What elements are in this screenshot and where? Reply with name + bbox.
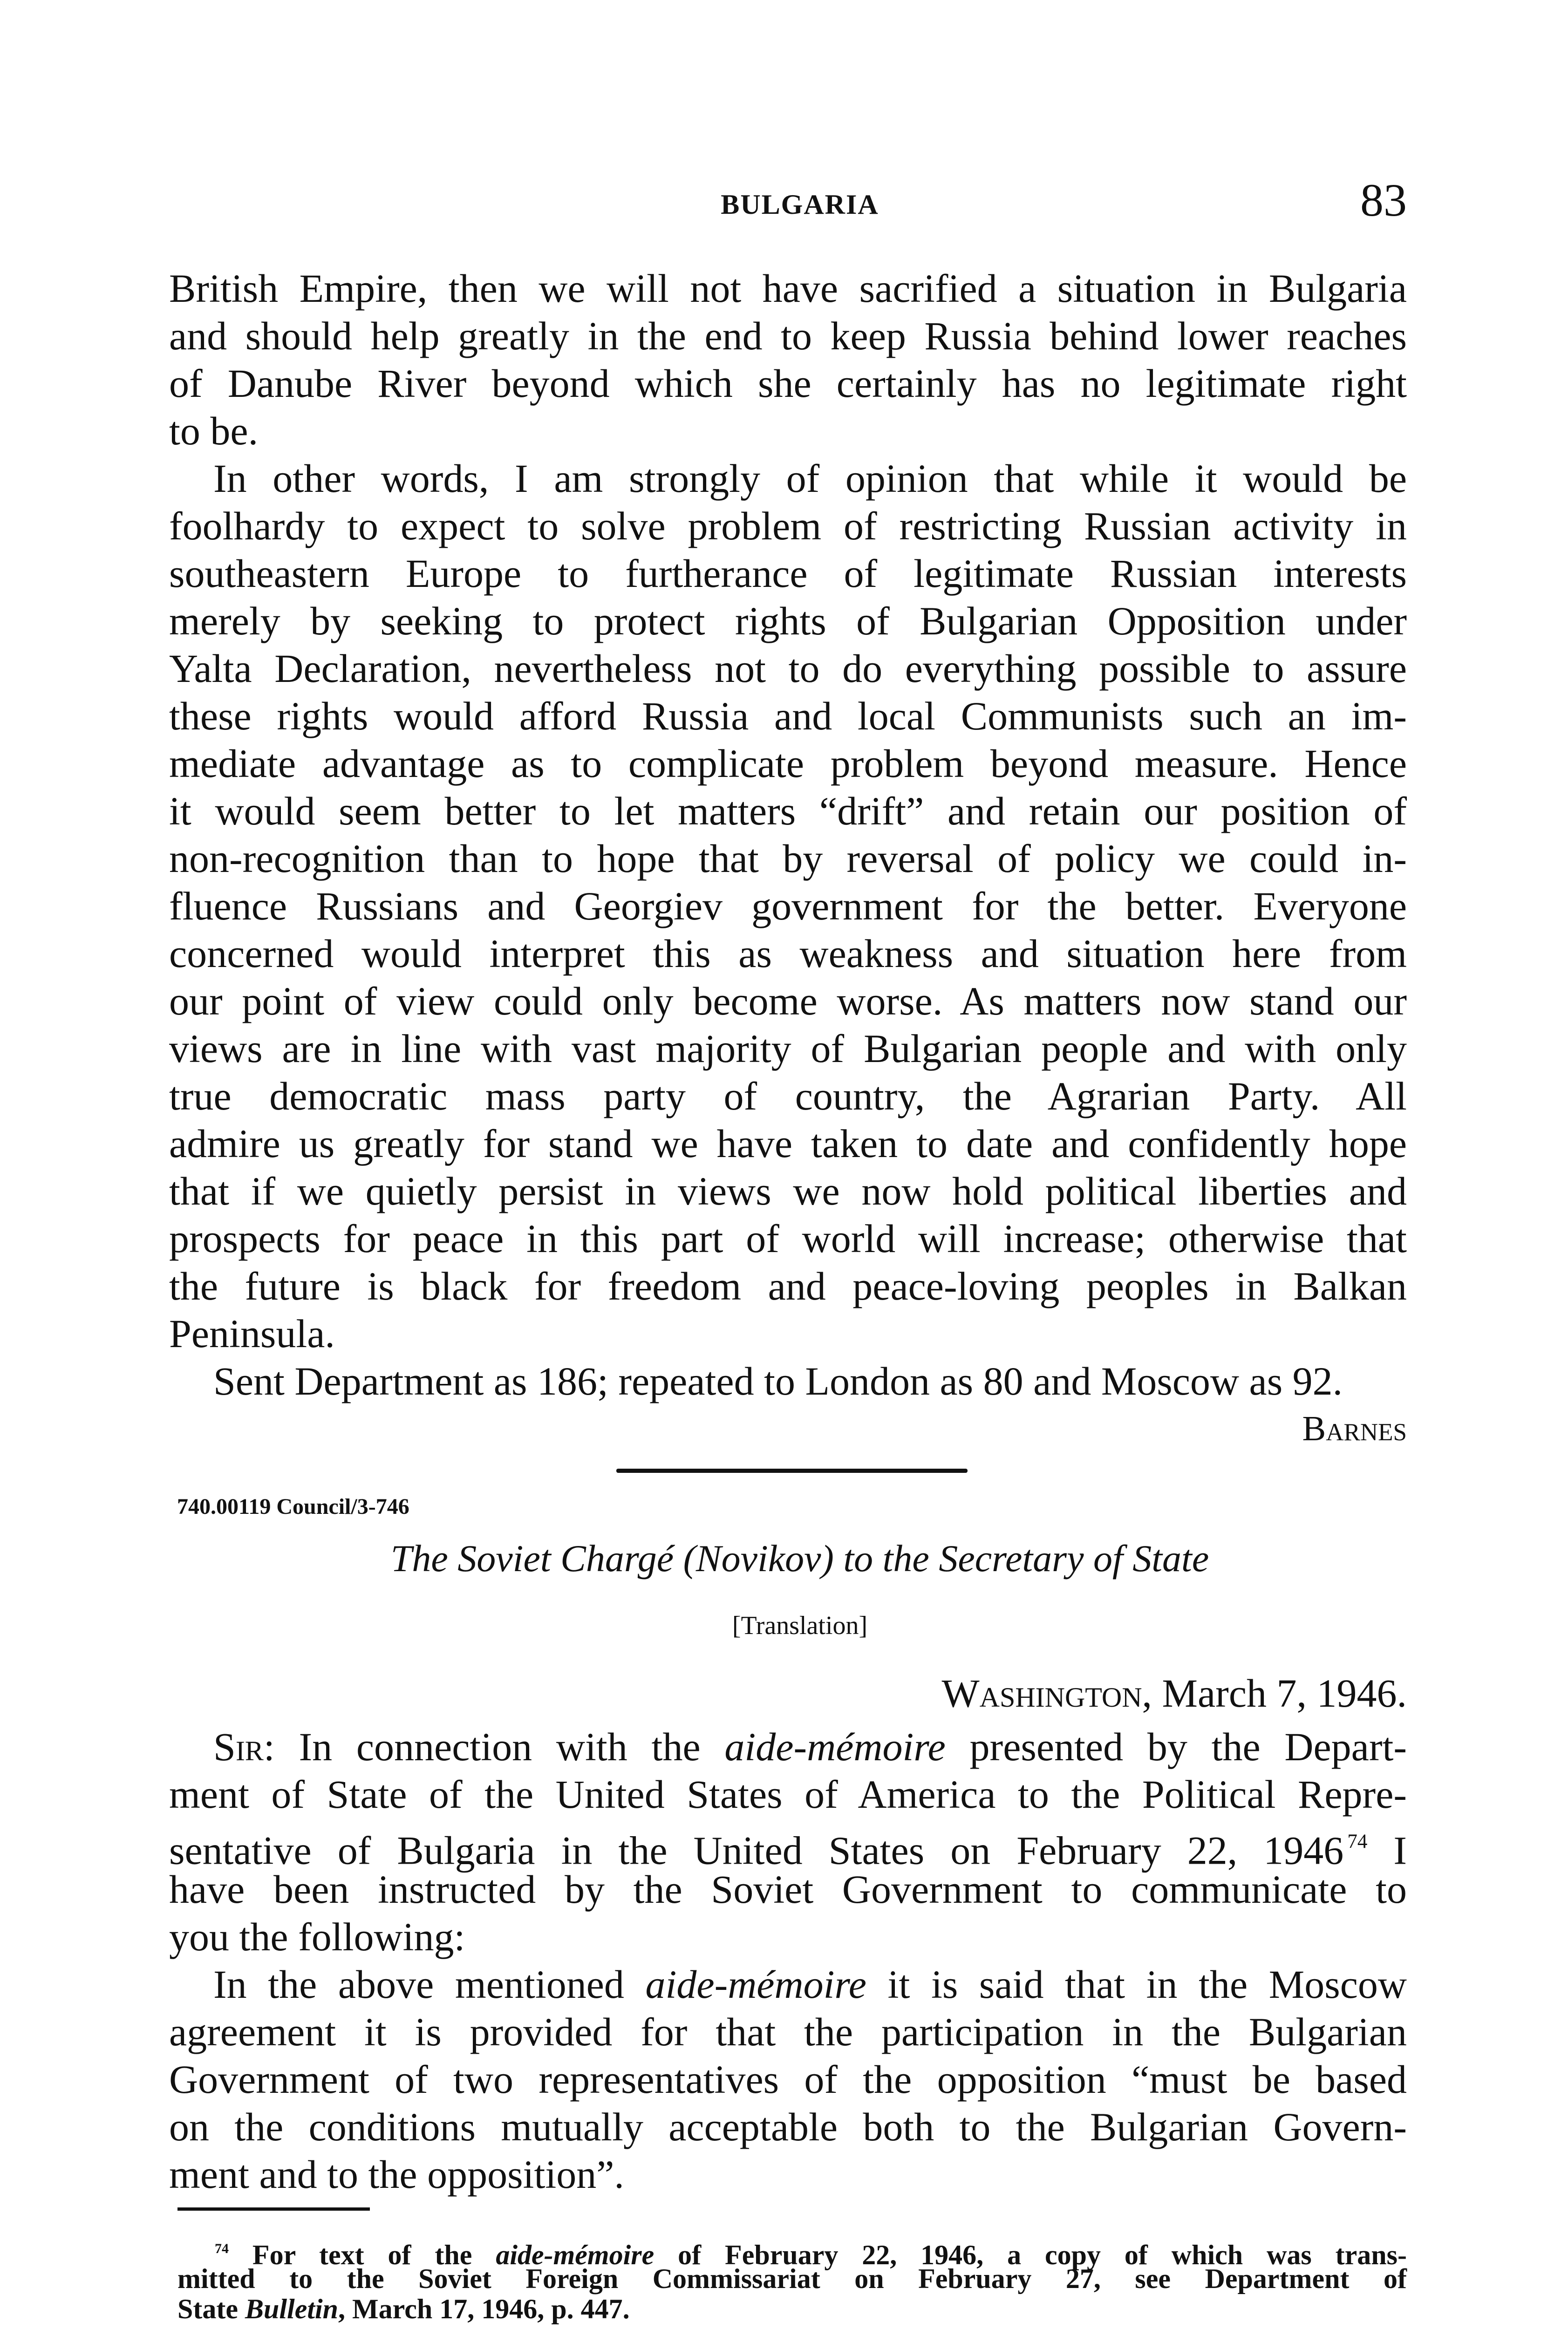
line-text: views are in line with vast majority of Bulgarian people and with only — [169, 1026, 1407, 1071]
text-line — [169, 550, 1407, 597]
line-text: foolhardy to expect to solve problem of restricting Russian activity in — [169, 504, 1407, 548]
line-text: it would seem better to let matters “drift” and retain our position of — [169, 789, 1407, 833]
italic-text: Bulletin — [245, 2294, 339, 2324]
line-text: the future is black for freedom and peace-loving peoples in Balkan — [169, 1264, 1407, 1308]
text-line — [169, 2103, 1407, 2151]
dateline-date: , March 7, 1946. — [1142, 1671, 1407, 1716]
text-run: , March 17, 1946, p. 447. — [338, 2294, 630, 2324]
line-text — [213, 1723, 1407, 1771]
text-line — [169, 407, 1407, 455]
text-line — [169, 882, 1407, 930]
footnote-divider — [177, 2207, 370, 2211]
text-line — [169, 1723, 1407, 1771]
footnotes — [177, 2234, 1407, 2324]
text-line — [169, 1072, 1407, 1120]
line-text — [213, 1961, 1407, 2008]
line-text: mitted to the Soviet Foreign Commissariat on February 27, see Department of — [177, 2263, 1407, 2294]
text-line — [169, 2151, 1407, 2198]
line-text: on the conditions mutually acceptable both to the Bulgarian Govern- — [169, 2104, 1407, 2149]
text-line — [169, 2008, 1407, 2056]
text-run: For text of the — [229, 2240, 496, 2270]
dateline — [169, 1669, 1407, 1717]
file-number: 740.00119 Council/3-746 — [177, 1494, 409, 1519]
translation-note: [Translation] — [732, 1611, 868, 1640]
line-text: you the following: — [169, 1914, 465, 1959]
letter-body — [169, 1723, 1407, 2198]
text-run: : In connection with the — [263, 1724, 725, 1769]
line-text: and should help greatly in the end to keep Russia behind lower reaches — [169, 313, 1407, 358]
line-text: mediate advantage as to complicate problem beyond measure. Hence — [169, 741, 1407, 786]
text-line — [169, 2056, 1407, 2103]
line-text: Yalta Declaration, nevertheless not to do everything possible to assure — [169, 646, 1407, 691]
line-text: true democratic mass party of country, the Agrarian Party. All — [169, 1074, 1407, 1118]
text-run: I — [1367, 1828, 1407, 1873]
text-line — [169, 740, 1407, 787]
small-caps-text: Sir — [213, 1724, 264, 1769]
text-run: presented by the Depart- — [945, 1724, 1407, 1769]
paragraph — [169, 1723, 1407, 1961]
text-line — [169, 1262, 1407, 1310]
line-text: of Danube River beyond which she certainly has no legitimate right — [169, 361, 1407, 406]
text-line — [169, 1913, 1407, 1961]
section-divider — [616, 1469, 968, 1473]
italic-text: aide-mémoire — [645, 1962, 866, 2007]
text-line — [169, 265, 1407, 312]
paragraph — [169, 455, 1407, 1357]
line-text: In other words, I am strongly of opinion that while it would be — [213, 456, 1407, 501]
text-line — [169, 1310, 1407, 1357]
line-text — [177, 2294, 630, 2324]
line-text: these rights would afford Russia and local Communists such an im- — [169, 694, 1407, 738]
paragraph — [169, 1961, 1407, 2198]
line-text: Sent Department as 186; repeated to London as 80 and Moscow as 92. — [213, 1359, 1343, 1403]
text-line — [169, 1866, 1407, 1913]
line-text: Government of two representatives of the opposition “must be based — [169, 2057, 1407, 2102]
text-line — [169, 312, 1407, 360]
paragraph — [169, 265, 1407, 455]
text-line — [169, 1818, 1407, 1873]
document-title: The Soviet Chargé (Novikov) to the Secretary of State — [390, 1537, 1209, 1580]
line-text: concerned would interpret this as weakness and situation here from — [169, 931, 1407, 976]
line-text: Peninsula. — [169, 1311, 335, 1356]
text-line — [169, 1025, 1407, 1072]
text-line — [169, 1167, 1407, 1215]
line-text: British Empire, then we will not have sacrified a situation in Bulgaria — [169, 266, 1407, 311]
text-line — [177, 2264, 1407, 2294]
line-text: ment and to the opposition”. — [169, 2152, 624, 2197]
text-line — [169, 455, 1407, 502]
dateline-place: Washington — [941, 1671, 1142, 1716]
text-run: State — [177, 2294, 245, 2324]
line-text: fluence Russians and Georgiev government for the better. Everyone — [169, 884, 1407, 928]
line-text: to be. — [169, 409, 259, 453]
line-text: southeastern Europe to furtherance of legitimate Russian interests — [169, 551, 1407, 596]
text-line — [169, 1120, 1407, 1167]
text-run: of February 22, 1946, a copy of which was trans- — [654, 2240, 1407, 2270]
text-line — [169, 360, 1407, 407]
text-line — [169, 977, 1407, 1025]
text-line — [169, 930, 1407, 977]
line-text: admire us greatly for stand we have taken to date and confidently hope — [169, 1121, 1407, 1166]
text-line — [169, 1961, 1407, 2008]
text-line — [177, 2234, 1407, 2270]
line-text: non-recognition than to hope that by reversal of policy we could in- — [169, 836, 1407, 881]
text-line — [169, 692, 1407, 740]
footnote-marker: 74 — [1347, 1831, 1368, 1852]
line-text: our point of view could only become worse. As matters now stand our — [169, 979, 1407, 1023]
line-text: ment of State of the United States of America to the Political Repre- — [169, 1772, 1407, 1817]
text-run: it is said that in the Moscow — [866, 1962, 1407, 2007]
line-text: merely by seeking to protect rights of Bulgarian Opposition under — [169, 599, 1407, 643]
text-line — [169, 597, 1407, 645]
text-line — [177, 2294, 1407, 2324]
footnote-marker: 74 — [215, 2241, 229, 2256]
text-line — [169, 1771, 1407, 1818]
line-text: prospects for peace in this part of world will increase; otherwise that — [169, 1216, 1407, 1261]
line-text: have been instructed by the Soviet Government to communicate to — [169, 1867, 1407, 1912]
text-run: sentative of Bulgaria in the United States on February 22, 1946 — [169, 1828, 1344, 1873]
text-line — [169, 1215, 1407, 1262]
paragraph — [169, 1357, 1407, 1405]
telegram-body — [169, 265, 1407, 1405]
text-line — [169, 502, 1407, 550]
signature: Barnes — [1302, 1409, 1407, 1448]
text-line — [169, 835, 1407, 882]
italic-text: aide-mémoire — [724, 1724, 946, 1769]
paragraph — [177, 2234, 1407, 2324]
text-line — [169, 787, 1407, 835]
line-text: that if we quietly persist in views we now hold political liberties and — [169, 1169, 1407, 1213]
italic-text: aide-mémoire — [496, 2240, 654, 2270]
page-number: 83 — [1360, 174, 1407, 226]
running-head: BULGARIA — [721, 189, 879, 220]
text-line — [169, 1357, 1407, 1405]
text-line — [169, 645, 1407, 692]
line-text: agreement it is provided for that the participation in the Bulgarian — [169, 2009, 1407, 2054]
text-run: In the above mentioned — [213, 1962, 646, 2007]
